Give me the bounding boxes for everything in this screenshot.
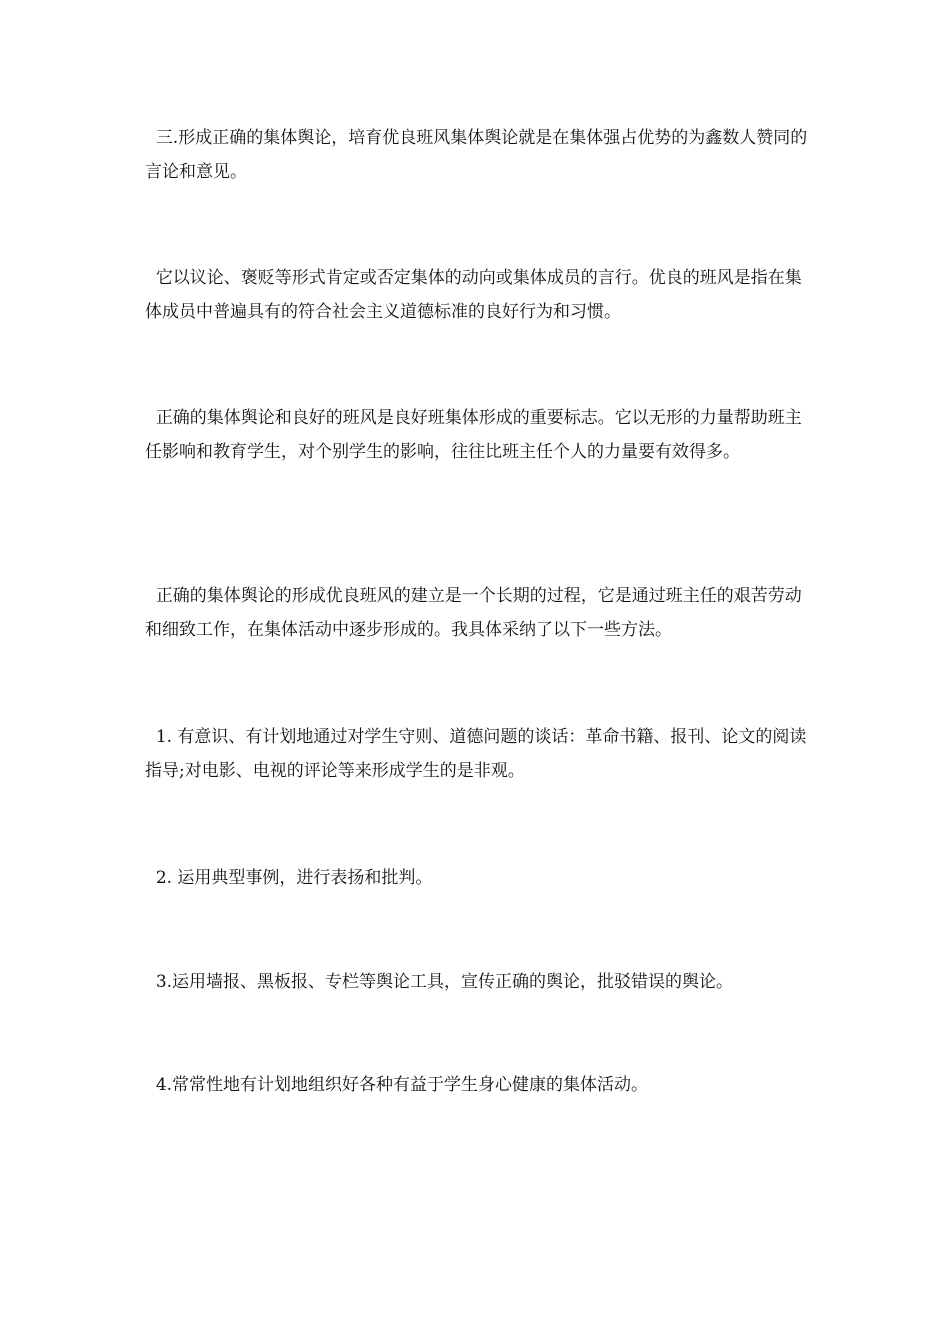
paragraph-class-style-definition: 它以议论、褒贬等形式肯定或否定集体的动向或集体成员的言行。优良的班风是指在集体成员中普遍具有的符合社会主义道德标准的良好行为和习惯。 bbox=[145, 268, 802, 322]
paragraph-method-2: 2. 运用典型事例，进行表扬和批判。 bbox=[145, 868, 433, 888]
paragraph-section-three: 三.形成正确的集体舆论，培育优良班风集体舆论就是在集体强占优势的为鑫数人赞同的言论和意见。 bbox=[145, 128, 808, 182]
paragraph-importance: 正确的集体舆论和良好的班风是良好班集体形成的重要标志。它以无形的力量帮助班主任影响和教育学生，对个别学生的影响，往往比班主任个人的力量要有效得多。 bbox=[145, 408, 802, 462]
paragraph-long-process: 正确的集体舆论的形成优良班风的建立是一个长期的过程，它是通过班主任的艰苦劳动和细致工作，在集体活动中逐步形成的。我具体采纳了以下一些方法。 bbox=[145, 586, 802, 640]
paragraph-method-4: 4.常常性地有计划地组织好各种有益于学生身心健康的集体活动。 bbox=[145, 1075, 649, 1095]
paragraph-method-3: 3.运用墙报、黑板报、专栏等舆论工具，宣传正确的舆论，批驳错误的舆论。 bbox=[145, 972, 734, 992]
paragraph-method-1: 1. 有意识、有计划地通过对学生守则、道德问题的谈话：革命书籍、报刊、论文的阅读指导;对电影、电视的评论等来形成学生的是非观。 bbox=[145, 727, 807, 781]
